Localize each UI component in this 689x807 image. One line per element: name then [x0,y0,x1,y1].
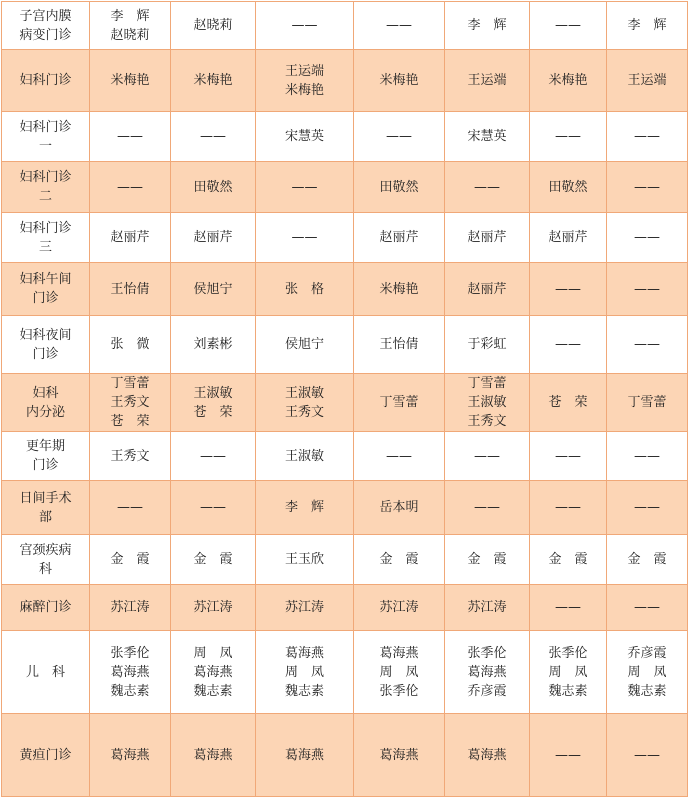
doctor-name: 丁雪蕾 [467,376,507,391]
doctor-name: 王淑敏 [193,385,233,401]
doctor-cell [171,535,256,585]
doctor-cell [445,714,530,797]
doctor-name: 苍 荣 [193,404,233,420]
doctor-cell [445,263,530,316]
department-name-line: 麻醉门诊 [19,600,72,615]
doctor-cell [90,316,171,374]
department-name-line: 更年期 [25,439,65,454]
doctor-name: 于彩虹 [467,337,507,352]
doctor-cell [445,535,530,585]
doctor-cell [607,2,688,50]
doctor-name: —— [634,129,660,144]
doctor-name: 赵丽芹 [379,230,419,245]
doctor-cell [607,714,688,797]
department-cell [2,2,90,50]
doctor-cell [607,112,688,162]
doctor-cell [256,112,354,162]
doctor-cell [171,432,256,481]
doctor-name: 葛海燕 [467,664,507,680]
department-cell [2,50,90,112]
doctor-name: 米梅艳 [379,73,419,88]
doctor-name: 宋慧英 [284,129,324,144]
doctor-name: 金 霞 [193,552,233,567]
doctor-cell [90,481,171,535]
doctor-name: 田敬然 [379,179,419,195]
department-name-line: 部 [38,509,52,525]
schedule-row [2,714,688,797]
doctor-cell [607,585,688,631]
department-name-line: 门诊 [32,458,59,473]
doctor-name: 田敬然 [548,179,588,195]
doctor-name: —— [555,337,581,352]
doctor-name: 张 微 [110,337,150,352]
doctor-cell [607,432,688,481]
clinic-schedule-table [1,1,688,797]
doctor-cell [171,585,256,631]
doctor-name: —— [555,129,581,144]
doctor-name: —— [117,500,143,515]
doctor-name: 魏志素 [627,683,667,699]
doctor-cell [90,50,171,112]
doctor-cell [171,263,256,316]
doctor-cell [530,2,607,50]
doctor-name: 金 霞 [110,552,150,567]
doctor-name: —— [555,281,581,297]
schedule-body [2,2,688,797]
doctor-cell [607,162,688,213]
department-name-line: 妇科门诊 [19,220,72,236]
doctor-name: 葛海燕 [467,747,507,763]
department-cell [2,432,90,481]
doctor-cell [530,316,607,374]
doctor-name: —— [555,448,581,464]
doctor-name: —— [386,448,412,464]
doctor-name: 王运端 [627,73,667,88]
doctor-name: —— [386,18,412,33]
doctor-name: —— [634,747,660,763]
doctor-name: 赵丽芹 [548,230,588,245]
doctor-name: 侯旭宁 [284,337,324,352]
department-name-line: 二 [38,189,52,204]
doctor-cell [354,535,445,585]
doctor-cell [171,316,256,374]
doctor-name: 田敬然 [193,179,233,195]
doctor-cell [530,374,607,432]
doctor-name: 魏志素 [110,683,150,699]
doctor-cell [530,112,607,162]
doctor-cell [256,263,354,316]
doctor-name: 赵晓莉 [193,18,233,33]
doctor-name: 周 凤 [627,664,667,680]
doctor-cell [90,432,171,481]
schedule-row [2,316,688,374]
doctor-name: —— [291,230,318,245]
doctor-name: 王淑敏 [467,395,507,410]
doctor-cell [530,535,607,585]
doctor-name: 丁雪蕾 [379,395,419,410]
doctor-name: —— [291,18,318,33]
doctor-name: 王秀文 [110,448,150,464]
doctor-name: —— [117,129,143,144]
doctor-cell [530,263,607,316]
doctor-cell [171,162,256,213]
doctor-cell [256,374,354,432]
doctor-name: 魏志素 [193,683,233,699]
doctor-name: 金 霞 [548,552,588,567]
doctor-name: 王秀文 [467,414,507,429]
doctor-cell [445,481,530,535]
doctor-name: 丁雪蕾 [110,376,150,391]
doctor-cell [256,50,354,112]
doctor-cell [354,50,445,112]
schedule-row [2,535,688,585]
doctor-name: —— [117,179,143,195]
schedule-row [2,112,688,162]
doctor-name: —— [474,179,500,195]
doctor-cell [445,2,530,50]
doctor-cell [90,263,171,316]
doctor-cell [445,585,530,631]
doctor-cell [171,481,256,535]
doctor-cell [354,316,445,374]
doctor-cell [445,213,530,263]
doctor-name: 苍 荣 [548,395,588,410]
doctor-cell [256,162,354,213]
doctor-cell [90,374,171,432]
doctor-name: 赵丽芹 [467,230,507,245]
doctor-cell [256,631,354,714]
doctor-cell [354,481,445,535]
department-name-line: 妇科午间 [19,272,72,287]
department-name-line: 三 [38,239,52,255]
doctor-cell [445,631,530,714]
doctor-cell [354,631,445,714]
doctor-name: —— [634,500,660,515]
doctor-name: 米梅艳 [193,73,233,88]
schedule-row [2,50,688,112]
department-name-line: 黄疸门诊 [19,747,72,763]
doctor-cell [256,714,354,797]
doctor-name: 魏志素 [284,683,324,699]
department-name-line: 门诊 [32,291,59,306]
schedule-row [2,432,688,481]
doctor-name: 王怡倩 [110,281,150,297]
doctor-name: 乔彦霞 [627,645,667,661]
doctor-name: —— [634,337,660,352]
department-name-line: 病变门诊 [19,27,72,43]
doctor-name: 张季伦 [467,645,507,661]
doctor-cell [171,213,256,263]
doctor-name: 葛海燕 [110,664,150,680]
doctor-cell [607,481,688,535]
doctor-name: 金 霞 [467,552,507,567]
doctor-name: 李 辉 [284,500,324,515]
doctor-name: 魏志素 [548,683,588,699]
doctor-name: 王秀文 [110,395,150,410]
doctor-cell [256,585,354,631]
schedule-row [2,263,688,316]
doctor-cell [90,2,171,50]
doctor-cell [90,714,171,797]
doctor-name: 赵晓莉 [110,27,150,43]
department-name-line: 妇科门诊 [19,119,72,135]
doctor-cell [171,374,256,432]
doctor-name: 乔彦霞 [467,683,507,699]
doctor-cell [530,631,607,714]
doctor-cell [354,162,445,213]
doctor-name: 王淑敏 [284,385,324,401]
doctor-cell [607,535,688,585]
doctor-name: 葛海燕 [193,664,233,680]
doctor-name: 葛海燕 [284,645,324,661]
doctor-name: 王怡倩 [379,337,419,352]
doctor-cell [90,162,171,213]
doctor-name: 李 辉 [627,18,667,33]
department-cell [2,162,90,213]
department-name-line: 科 [38,561,52,577]
doctor-name: 赵丽芹 [110,230,150,245]
doctor-cell [171,112,256,162]
doctor-cell [171,2,256,50]
doctor-cell [530,432,607,481]
department-name-line: 妇科门诊 [19,73,72,88]
doctor-name: —— [555,18,581,33]
department-name-line: 儿 科 [25,664,65,680]
doctor-name: 苏江涛 [379,600,419,615]
doctor-cell [530,213,607,263]
doctor-name: 王淑敏 [284,448,324,464]
doctor-cell [354,213,445,263]
doctor-cell [445,112,530,162]
doctor-cell [530,585,607,631]
department-name-line: 日间手术 [19,490,72,506]
schedule-row [2,631,688,714]
doctor-name: —— [634,179,660,195]
doctor-cell [354,432,445,481]
doctor-cell [607,374,688,432]
doctor-cell [607,631,688,714]
doctor-name: 王玉欣 [284,552,324,567]
department-name-line: 内分泌 [25,404,65,420]
doctor-cell [445,50,530,112]
doctor-name: 葛海燕 [193,747,233,763]
doctor-cell [354,112,445,162]
doctor-name: —— [474,448,500,464]
doctor-cell [90,213,171,263]
doctor-cell [530,714,607,797]
department-cell [2,213,90,263]
doctor-cell [171,50,256,112]
department-name-line: 妇科门诊 [19,170,72,185]
doctor-cell [607,213,688,263]
doctor-name: 苍 荣 [110,414,150,429]
department-name-line: 宫颈疾病 [19,542,72,558]
schedule-row [2,213,688,263]
department-cell [2,585,90,631]
doctor-cell [530,481,607,535]
doctor-cell [171,714,256,797]
doctor-name: 米梅艳 [548,73,588,88]
doctor-cell [90,535,171,585]
doctor-name: 王秀文 [284,404,324,420]
department-cell [2,374,90,432]
doctor-cell [445,162,530,213]
doctor-name: 赵丽芹 [467,281,507,297]
doctor-name: 王运端 [284,63,324,79]
schedule-row [2,481,688,535]
doctor-name: 苏江涛 [193,600,233,615]
doctor-cell [445,374,530,432]
department-name-line: 一 [38,138,52,154]
department-name-line: 妇科 [32,385,59,401]
doctor-name: 张季伦 [110,645,150,661]
doctor-cell [256,535,354,585]
doctor-cell [354,714,445,797]
doctor-name: 赵丽芹 [193,230,233,245]
doctor-name: —— [634,600,660,615]
schedule-row [2,162,688,213]
doctor-name: —— [634,448,660,464]
doctor-cell [607,316,688,374]
doctor-name: 苏江涛 [467,600,507,615]
doctor-name: —— [555,747,581,763]
doctor-name: 张季伦 [548,645,588,661]
doctor-cell [445,316,530,374]
doctor-name: 周 凤 [284,664,324,680]
doctor-name: 刘素彬 [193,337,233,352]
department-cell [2,263,90,316]
doctor-name: 米梅艳 [379,281,419,297]
doctor-name: 张季伦 [379,683,419,699]
doctor-name: 米梅艳 [110,73,150,88]
department-name-line: 子宫内膜 [19,8,72,24]
doctor-name: 李 辉 [467,18,507,33]
doctor-cell [256,316,354,374]
doctor-name: —— [200,129,226,144]
doctor-name: 苏江涛 [284,600,324,615]
doctor-name: 葛海燕 [379,747,419,763]
department-cell [2,631,90,714]
doctor-cell [90,112,171,162]
department-cell [2,714,90,797]
doctor-name: —— [386,129,412,144]
department-name-line: 妇科夜间 [19,327,72,343]
doctor-cell [90,631,171,714]
doctor-cell [256,213,354,263]
doctor-cell [90,585,171,631]
doctor-name: —— [200,500,226,515]
doctor-cell [445,432,530,481]
doctor-cell [354,585,445,631]
doctor-name: 米梅艳 [284,82,324,98]
doctor-name: —— [555,500,581,515]
doctor-name: 岳本明 [379,500,419,515]
department-cell [2,112,90,162]
doctor-name: 王运端 [467,73,507,88]
doctor-cell [530,50,607,112]
doctor-cell [354,2,445,50]
doctor-name: 周 凤 [548,664,588,680]
doctor-name: —— [634,281,660,297]
doctor-name: 周 凤 [193,645,233,661]
schedule-row [2,585,688,631]
doctor-name: —— [634,230,660,245]
department-name-line: 门诊 [32,346,59,362]
doctor-name: —— [200,448,226,464]
doctor-name: 葛海燕 [110,747,150,763]
doctor-name: 苏江涛 [110,600,150,615]
schedule-row [2,2,688,50]
doctor-cell [354,374,445,432]
doctor-name: —— [474,500,500,515]
doctor-name: 李 辉 [110,8,150,24]
doctor-name: 金 霞 [627,552,667,567]
doctor-cell [354,263,445,316]
doctor-cell [256,481,354,535]
doctor-name: —— [291,179,318,195]
doctor-cell [530,162,607,213]
doctor-cell [607,263,688,316]
doctor-name: 宋慧英 [467,129,507,144]
doctor-name: 周 凤 [379,664,419,680]
doctor-name: 丁雪蕾 [627,395,667,410]
department-cell [2,316,90,374]
schedule-row [2,374,688,432]
department-cell [2,481,90,535]
doctor-name: 葛海燕 [284,747,324,763]
department-cell [2,535,90,585]
doctor-name: 张 格 [284,281,324,297]
doctor-name: —— [555,600,581,615]
doctor-name: 葛海燕 [379,645,419,661]
doctor-cell [171,631,256,714]
doctor-cell [256,2,354,50]
doctor-cell [256,432,354,481]
doctor-name: 侯旭宁 [193,281,233,297]
doctor-name: 金 霞 [379,552,419,567]
doctor-cell [607,50,688,112]
